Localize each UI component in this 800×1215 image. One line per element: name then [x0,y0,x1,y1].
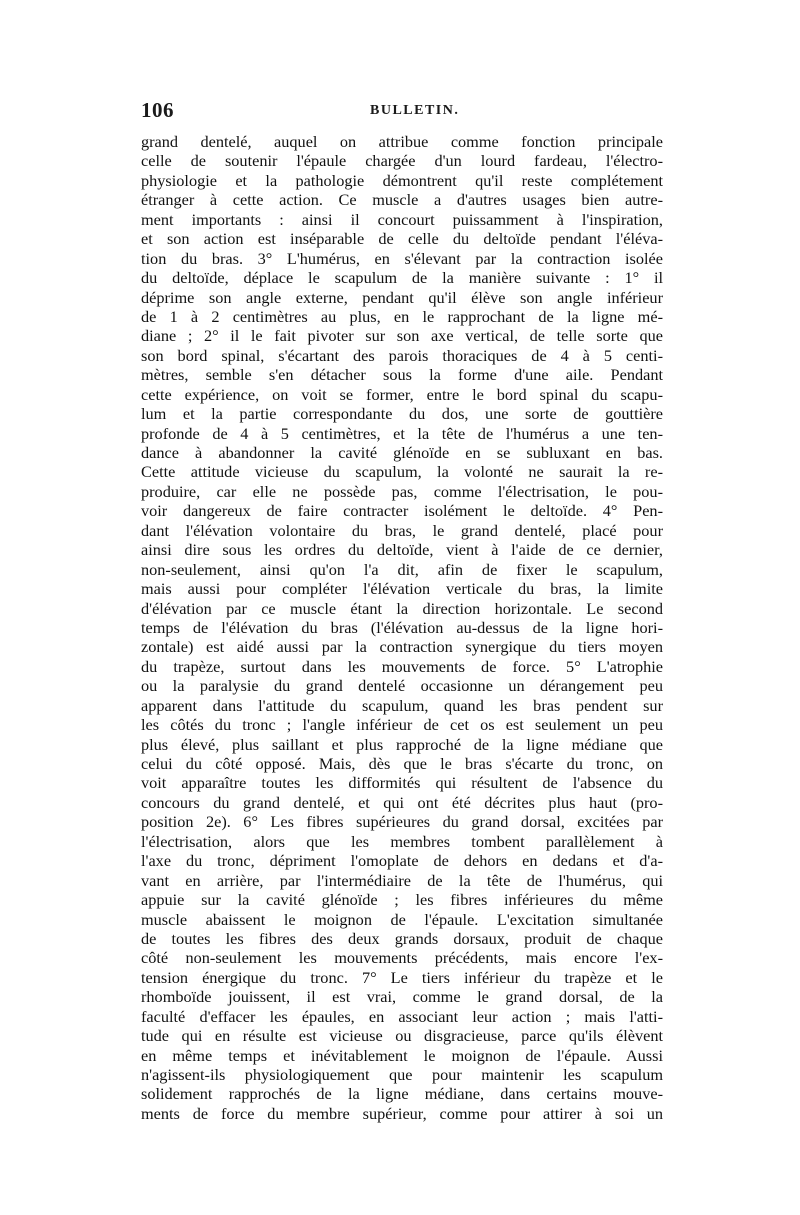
text-line: plus élevé, plus saillant et plus rapproché de la ligne médiane que [141,734,663,754]
text-line: tension énergique du tronc. 7° Le tiers inférieur du trapèze et le [141,967,663,987]
running-head-title: BULLETIN. [370,103,460,118]
text-line: son bord spinal, s'écartant des parois thoraciques de 4 à 5 centi- [141,345,663,365]
text-line: et son action est inséparable de celle du deltoïde pendant l'éléva- [141,229,663,249]
text-line: de toutes les fibres des deux grands dorsaux, produit de chaque [141,928,663,948]
text-line: dant l'élévation volontaire du bras, le grand dentelé, placé pour [141,520,663,540]
text-line: appuie sur la cavité glénoïde ; les fibres inférieures du même [141,890,663,910]
text-line: tion du bras. 3° L'humérus, en s'élevant par la contraction isolée [141,248,663,268]
text-line: muscle abaissent le moignon de l'épaule. L'excitation simultanée [141,909,663,929]
text-line: voit apparaître toutes les difformités qui résultent de l'absence du [141,773,663,793]
text-line: voir dangereux de faire contracter isolément le deltoïde. 4° Pen- [141,501,663,521]
text-line: en même temps et inévitablement le moignon de l'épaule. Aussi [141,1045,663,1065]
text-line: position 2e). 6° Les fibres supérieures du grand dorsal, excitées par [141,812,663,832]
text-line: diane ; 2° il le fait pivoter sur son axe vertical, de telle sorte que [141,326,663,346]
text-line: de 1 à 2 centimètres au plus, en le rapprochant de la ligne mé- [141,306,663,326]
text-line: côté non-seulement les mouvements précédents, mais encore l'ex- [141,948,663,968]
text-line: celle de soutenir l'épaule chargée d'un lourd fardeau, l'électro- [141,151,663,171]
text-line: l'axe du tronc, dépriment l'omoplate de dehors en dedans et d'a- [141,851,663,871]
text-line: profonde de 4 à 5 centimètres, et la tête de l'humérus a une ten- [141,423,663,443]
text-line: zontale) est aidé aussi par la contraction synergique du tiers moyen [141,637,663,657]
text-line: celui du côté opposé. Mais, dès que le bras s'écarte du tronc, on [141,754,663,773]
page-number: 106 [141,98,174,122]
text-line: cette expérience, on voit se former, entre le bord spinal du scapu- [141,384,663,404]
text-line: étranger à cette action. Ce muscle a d'autres usages bien autre- [141,190,663,210]
text-line: d'élévation par ce muscle étant la direction horizontale. Le second [141,598,663,618]
text-line: ainsi dire sous les ordres du deltoïde, vient à l'aide de ce dernier, [141,540,663,560]
text-line: dance à abandonner la cavité glénoïde en se subluxant en bas. [141,443,663,462]
body-text [141,132,663,1123]
text-line: tude qui en résulte est vicieuse ou disgracieuse, parce qu'ils élèvent [141,1026,663,1046]
text-line: faculté d'effacer les épaules, en associant leur action ; mais l'atti- [141,1006,663,1026]
text-line: mètres, semble s'en détacher sous la forme d'une aile. Pendant [141,365,663,385]
text-line: lum et la partie correspondante du dos, une sorte de gouttière [141,404,663,424]
text-line: grand dentelé, auquel on attribue comme fonction principale [141,132,663,151]
text-line: apparent dans l'attitude du scapulum, quand les bras pendent sur [141,695,663,715]
text-line: du trapèze, surtout dans les mouvements de force. 5° L'atrophie [141,656,663,676]
text-line: physiologie et la pathologie démontrent qu'il reste complétement [141,170,663,190]
text-line: Cette attitude vicieuse du scapulum, la volonté ne saurait la re- [141,462,663,482]
text-line: non-seulement, ainsi qu'on l'a dit, afin de fixer le scapulum, [141,559,663,579]
text-line: concours du grand dentelé, et qui ont été décrites plus haut (pro- [141,792,663,812]
text-line: déprime son angle externe, pendant qu'il élève son angle inférieur [141,287,663,307]
text-line: temps de l'élévation du bras (l'élévation au-dessus de la ligne hori- [141,617,663,637]
text-line: vant en arrière, par l'intermédiaire de la tête de l'humérus, qui [141,870,663,890]
text-line: rhomboïde jouissent, il est vrai, comme le grand dorsal, de la [141,987,663,1007]
text-line: ou la paralysie du grand dentelé occasionne un dérangement peu [141,676,663,696]
text-line: du deltoïde, déplace le scapulum de la manière suivante : 1° il [141,268,663,288]
text-line: solidement rapprochés de la ligne médiane, dans certains mouve- [141,1084,663,1104]
text-line: l'électrisation, alors que les membres tombent parallèlement à [141,831,663,851]
text-line: ment importants : ainsi il concourt puissamment à l'inspiration, [141,209,663,229]
text-line: n'agissent-ils physiologiquement que pour maintenir les scapulum [141,1065,663,1084]
text-line: mais aussi pour compléter l'élévation verticale du bras, la limite [141,579,663,599]
text-line: produire, car elle ne possède pas, comme l'électrisation, le pou- [141,481,663,501]
running-head [141,98,663,128]
text-line: ments de force du membre supérieur, comme pour attirer à soi un [141,1103,663,1123]
text-line: les côtés du tronc ; l'angle inférieur de cet os est seulement un peu [141,715,663,735]
